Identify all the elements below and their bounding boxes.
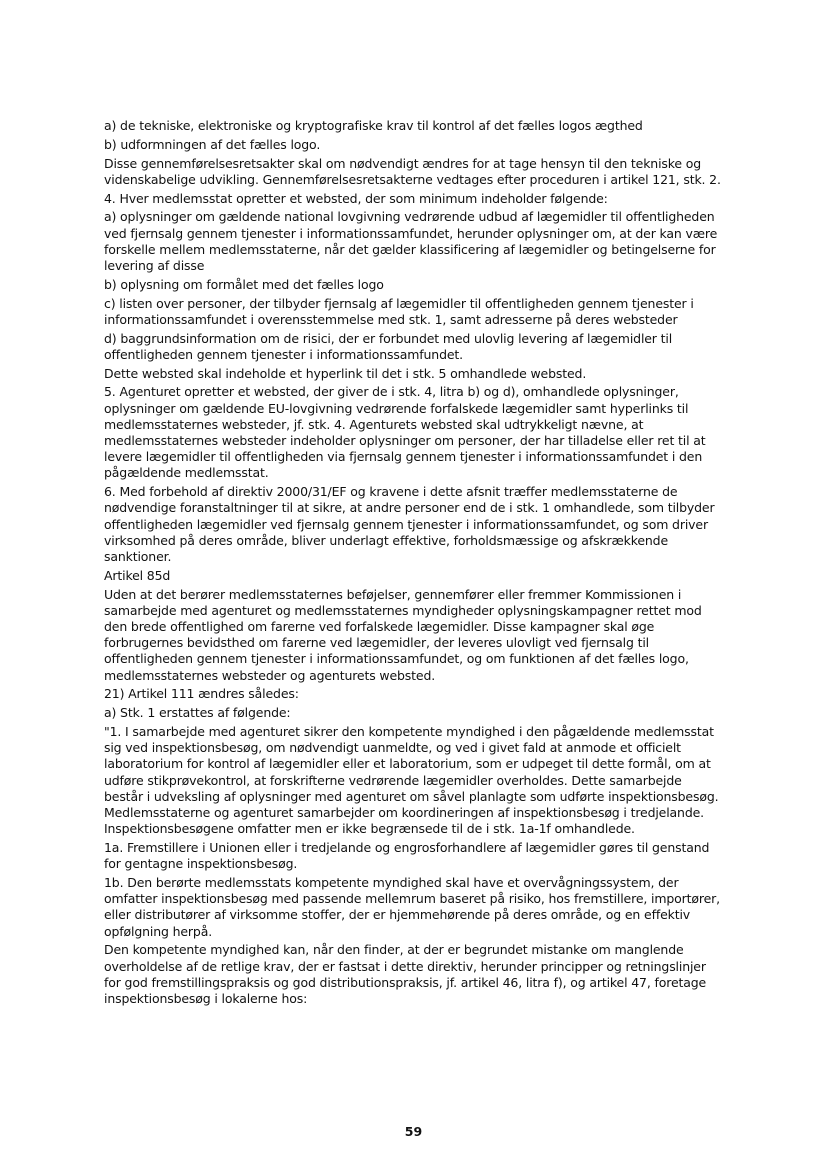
paragraph: d) baggrundsinformation om de risici, der er forbundet med ulovlig levering af lægemidler til offentligheden gennem tjenester i informationssamfundet. <box>104 330 673 362</box>
paragraph: 6. Med forbehold af direktiv 2000/31/EF og kravene i dette afsnit træffer medlemsstaterne de nødvendige foranstaltninger til at sikre, at andre personer end de i stk. 1 omhandlede, som tilbyder offentligheden lægemidler ved fjernsalg gennem tjenester i informationssamfundet, og som driver virksomhed på deres område, bliver underlagt effektive, forholdsmæssige og afskrækkende sanktioner. <box>104 484 715 565</box>
article-heading: Artikel 85d <box>104 567 171 583</box>
paragraph: b) oplysning om formålet med det fælles logo <box>104 276 384 292</box>
paragraph: 1a. Fremstillere i Unionen eller i tredjelande og engrosforhandlere af lægemidler gøres til genstand for gentagne inspektionsbesøg. <box>104 840 710 872</box>
paragraph: 21) Artikel 111 ændres således: <box>104 686 299 702</box>
paragraph: Den kompetente myndighed kan, når den finder, at der er begrundet mistanke om manglende overholdelse af de retlige krav, der er fastsat i dette direktiv, herunder principper og retningslinjer for god fremstillingspraksis og god distributionspraksis, jf. artikel 46, litra f), og artikel 47, foretage inspektionsbesøg i lokalerne hos: <box>104 942 707 1007</box>
paragraph: a) Stk. 1 erstattes af følgende: <box>104 705 291 721</box>
paragraph: Uden at det berører medlemsstaternes beføjelser, gennemfører eller fremmer Kommissionen i samarbejde med agenturet og medlemsstaternes myndigheder oplysningskampagner rettet mod den brede offentlighed om farerne ved forfalskede lægemidler. Disse kampagner skal øge forbrugernes bevidsthed om farerne ved lægemidler, der leveres ulovligt ved fjernsalg til offentligheden gennem tjenester i informationssamfundet, og om funktionen af det fælles logo, medlemsstaternes websteder og agenturets websted. <box>104 586 702 683</box>
paragraph: "1. I samarbejde med agenturet sikrer den kompetente myndighed i den pågældende medlemsstat sig ved inspektionsbesøg, om nødvendigt uanmeldte, og ved i givet fald at anmode et officielt laboratorium for kontrol af lægemidler eller et laboratorium, som er udpeget til dette formål, om at udføre stikprøvekontrol, at forskrifterne vedrørende lægemidler overholdes. Dette samarbejde består i udveksling af oplysninger med agenturet om såvel planlagte som udførte inspektionsbesøg. Medlemsstaterne og agenturet samarbejder om koordineringen af inspektionsbesøg i tredjelande. Inspektionsbesøgene omfatter men er ikke begrænsede til de i stk. 1a-1f omhandlede. <box>104 724 719 837</box>
paragraph: 4. Hver medlemsstat opretter et websted, der som minimum indeholder følgende: <box>104 190 608 206</box>
paragraph: a) oplysninger om gældende national lovgivning vedrørende udbud af lægemidler til offentligheden ved fjernsalg gennem tjenester i informationssamfundet, herunder oplysninger om, at der kan være forskelle mellem medlemsstaterne, når det gælder klassificering af lægemidler og betingelserne for levering af disse <box>104 209 718 273</box>
paragraph: Dette websted skal indeholde et hyperlink til det i stk. 5 omhandlede websted. <box>104 365 587 381</box>
paragraph: a) de tekniske, elektroniske og kryptografiske krav til kontrol af det fælles logos ægthed <box>104 118 643 133</box>
paragraph: 1b. Den berørte medlemsstats kompetente myndighed skal have et overvågningssystem, der omfatter inspektionsbesøg med passende mellemrum baseret på risiko, hos fremstillere, importører, eller distributører af virksomme stoffer, der er hjemmehørende på deres område, og en effektiv opfølgning herpå. <box>104 875 720 939</box>
paragraph: c) listen over personer, der tilbyder fjernsalg af lægemidler til offentligheden gennem tjenester i informationssamfundet i overensstemmelse med stk. 1, samt adresserne på deres websteder <box>104 295 694 327</box>
page-number: 59 <box>404 1124 423 1139</box>
paragraph: Disse gennemførelsesretsakter skal om nødvendigt ændres for at tage hensyn til den tekniske og videnskabelige udvikling. Gennemførelsesretsakterne vedtages efter proceduren i artikel 121, stk. 2. <box>104 155 721 187</box>
document-body <box>104 118 724 1010</box>
paragraph: 5. Agenturet opretter et websted, der giver de i stk. 4, litra b) og d), omhandlede oplysninger, oplysninger om gældende EU-lovgivning vedrørende forfalskede lægemidler samt hyperlinks til medlemsstaternes websteder, jf. stk. 4. Agenturets websted skal udtrykkeligt nævne, at medlemsstaternes websteder indeholder oplysninger om personer, der har tilladelse eller ret til at levere lægemidler til offentligheden via fjernsalg gennem tjenester i informationssamfundet i den pågældende medlemsstat. <box>104 384 706 481</box>
paragraph: b) udformningen af det fælles logo. <box>104 136 321 152</box>
